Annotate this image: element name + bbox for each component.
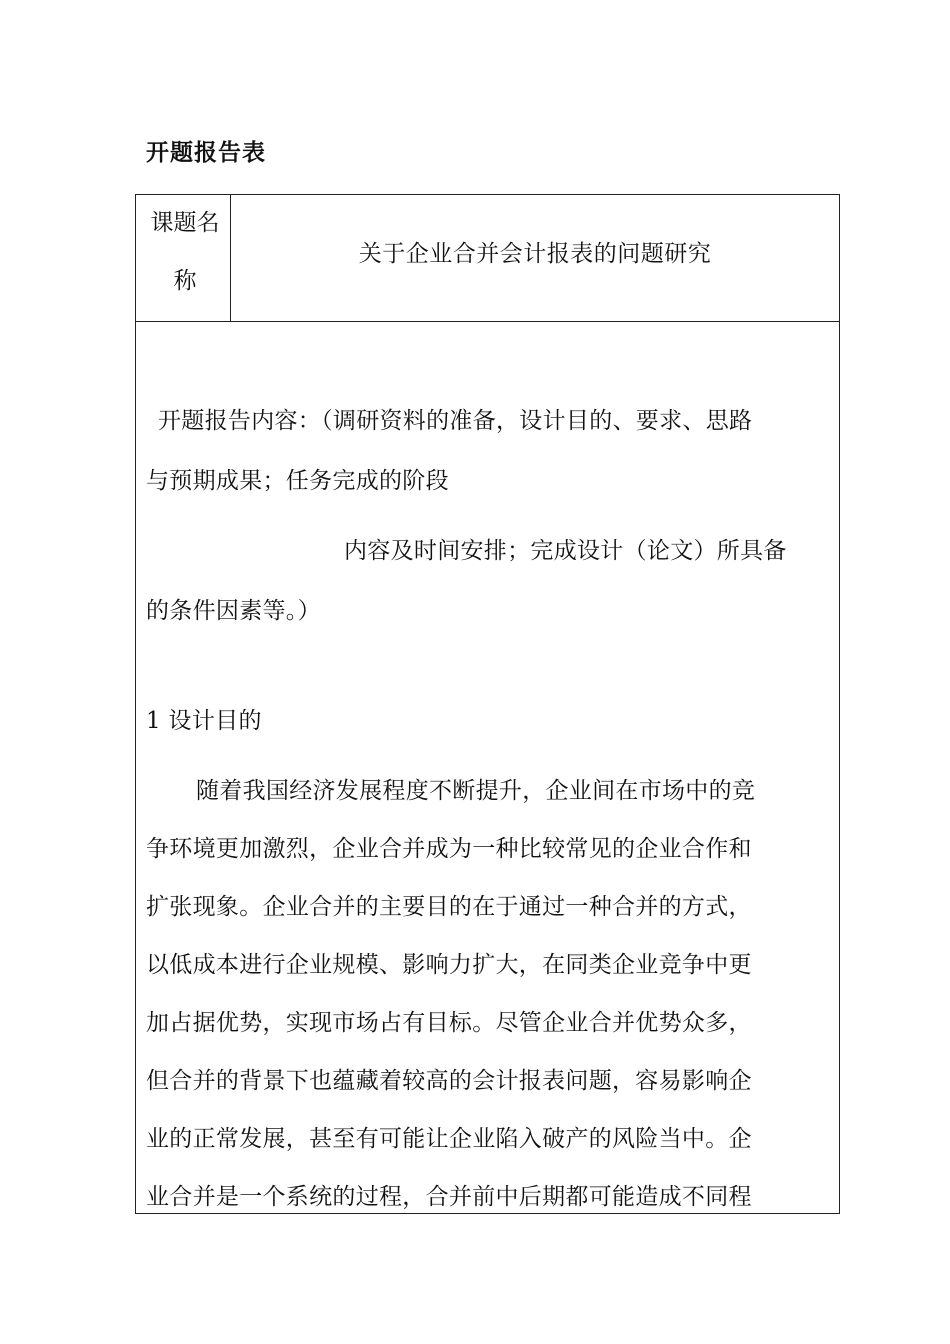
topic-label-line1: 课题名 — [150, 210, 220, 236]
topic-row — [136, 195, 840, 322]
paragraph-line: 但合并的背景下也蕴藏着较高的会计报表问题，容易影响企 — [146, 1068, 752, 1094]
paragraph-line: 以低成本进行企业规模、影响力扩大，在同类企业竞争中更 — [146, 952, 752, 978]
section-heading: 1 设计目的 — [146, 708, 262, 734]
content-row — [136, 322, 840, 1214]
report-table — [135, 194, 840, 1214]
document-title: 开题报告表 — [146, 140, 266, 166]
requirements-line-3: 内容及时间安排；完成设计（论文）所具备 — [344, 538, 787, 564]
requirements-line-1: 开题报告内容：（调研资料的准备，设计目的、要求、思路 — [158, 408, 753, 434]
paragraph-line: 争环境更加激烈，企业合并成为一种比较常见的企业合作和 — [146, 836, 752, 862]
requirements-line-2: 与预期成果；任务完成的阶段 — [146, 468, 449, 494]
topic-value-cell — [231, 195, 840, 322]
topic-label-cell — [136, 195, 231, 322]
content-cell — [136, 322, 840, 1214]
topic-label — [136, 194, 230, 310]
requirements-line-4: 的条件因素等。） — [146, 598, 321, 624]
paragraph-line: 业的正常发展，甚至有可能让企业陷入破产的风险当中。企 — [146, 1126, 752, 1152]
paragraph-line: 扩张现象。企业合并的主要目的在于通过一种合并的方式， — [146, 894, 752, 920]
paragraph-line: 业合并是一个系统的过程，合并前中后期都可能造成不同程 — [146, 1184, 752, 1210]
topic-value: 关于企业合并会计报表的问题研究 — [358, 241, 712, 267]
topic-label-line2: 称 — [173, 268, 197, 294]
paragraph-line: 随着我国经济发展程度不断提升，企业间在市场中的竞 — [196, 778, 756, 804]
paragraph-line: 加占据优势，实现市场占有目标。尽管企业合并优势众多， — [146, 1010, 752, 1036]
